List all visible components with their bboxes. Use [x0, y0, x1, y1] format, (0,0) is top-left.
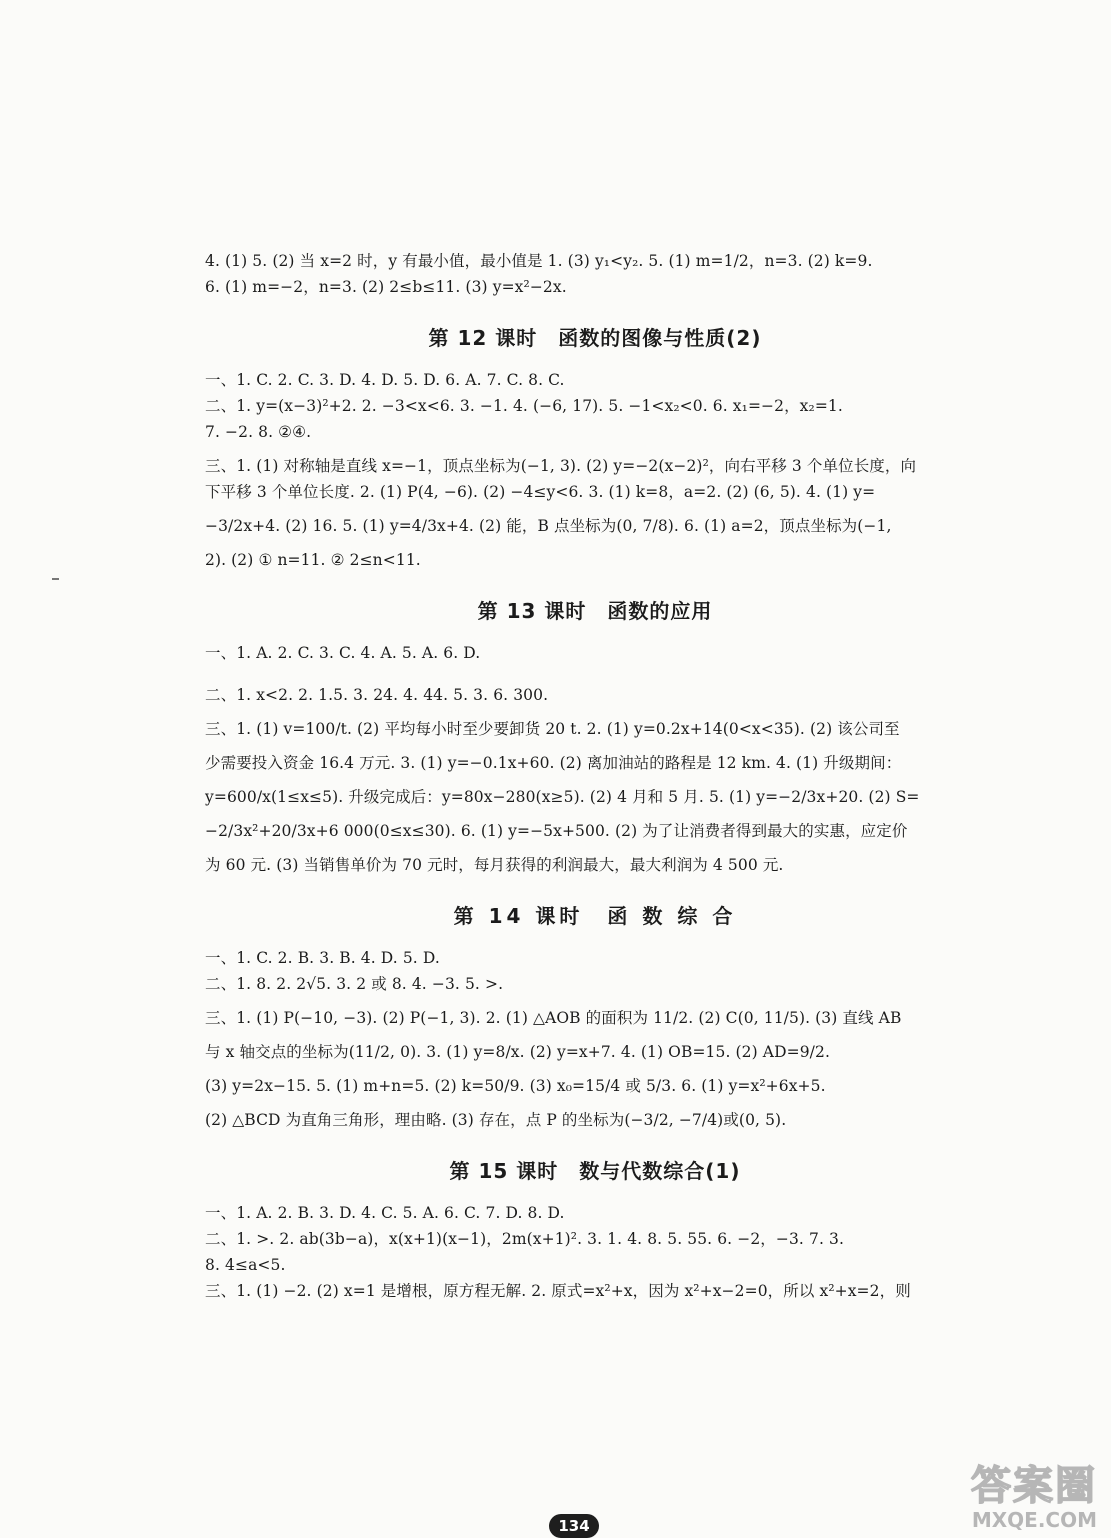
answer-line: 少需要投入资金 16.4 万元. 3. (1) y=−0.1x+60. (2) 离加油站的路程是 12 km. 4. (1) 升级期间： — [205, 754, 902, 772]
page-number: 134 — [549, 1514, 599, 1538]
answer-line: 2). (2) ① n=11. ② 2≤n<11. — [205, 551, 421, 569]
section-title-12: 第 12 课时 函数的图像与性质(2) — [428, 326, 762, 350]
answer-line: 8. 4≤a<5. — [205, 1256, 286, 1274]
answer-line: 4. (1) 5. (2) 当 x=2 时，y 有最小值，最小值是 1. (3) y₁<y₂. 5. (1) m=1/2，n=3. (2) k=9. — [205, 252, 873, 270]
answer-line: (2) △BCD 为直角三角形，理由略. (3) 存在，点 P 的坐标为(−3/2, −7/4)或(0, 5). — [205, 1111, 787, 1129]
answer-line: 一、1. C. 2. B. 3. B. 4. D. 5. D. — [205, 949, 440, 967]
answer-line: 三、1. (1) 对称轴是直线 x=−1，顶点坐标为(−1, 3). (2) y=−2(x−2)²，向右平移 3 个单位长度，向 — [205, 457, 917, 475]
answer-line: 一、1. C. 2. C. 3. D. 4. D. 5. D. 6. A. 7. C. 8. C. — [205, 371, 565, 389]
answer-line: 一、1. A. 2. B. 3. D. 4. C. 5. A. 6. C. 7. D. 8. D. — [205, 1204, 565, 1222]
answer-line: y=600/x(1≤x≤5). 升级完成后：y=80x−280(x≥5). (2) 4 月和 5 月. 5. (1) y=−2/3x+20. (2) S= — [205, 788, 920, 806]
answer-line: −3/2x+4. (2) 16. 5. (1) y=4/3x+4. (2) 能，B 点坐标为(0, 7/8). 6. (1) a=2，顶点坐标为(−1, — [205, 517, 892, 535]
section-title-13: 第 13 课时 函数的应用 — [477, 599, 713, 623]
section-title-15: 第 15 课时 数与代数综合(1) — [449, 1159, 741, 1183]
answer-line: 三、1. (1) v=100/t. (2) 平均每小时至少要卸货 20 t. 2. (1) y=0.2x+14(0<x<35). (2) 该公司至 — [205, 720, 900, 738]
answer-line: 为 60 元. (3) 当销售单价为 70 元时，每月获得的利润最大，最大利润为 4 500 元. — [205, 856, 784, 874]
answer-line: 三、1. (1) −2. (2) x=1 是增根，原方程无解. 2. 原式=x²+x，因为 x²+x−2=0，所以 x²+x=2，则 — [205, 1282, 911, 1300]
answer-content — [205, 248, 985, 1304]
answer-line: 与 x 轴交点的坐标为(11/2, 0). 3. (1) y=8/x. (2) y=x+7. 4. (1) OB=15. (2) AD=9/2. — [205, 1043, 830, 1061]
answer-line: (3) y=2x−15. 5. (1) m+n=5. (2) k=50/9. (3) x₀=15/4 或 5/3. 6. (1) y=x²+6x+5. — [205, 1077, 826, 1095]
answer-line: 7. −2. 8. ②④. — [205, 423, 312, 441]
section-title-14: 第 14 课时 函 数 综 合 — [453, 904, 737, 928]
answer-line: 二、1. x<2. 2. 1.5. 3. 24. 4. 44. 5. 3. 6. 300. — [205, 686, 549, 704]
answer-line: −2/3x²+20/3x+6 000(0≤x≤30). 6. (1) y=−5x+500. (2) 为了让消费者得到最大的实惠，应定价 — [205, 822, 908, 840]
answer-line: 二、1. 8. 2. 2√5. 3. 2 或 8. 4. −3. 5. >. — [205, 975, 504, 993]
answer-line: 二、1. >. 2. ab(3b−a)，x(x+1)(x−1)，2m(x+1)². 3. 1. 4. 8. 5. 55. 6. −2，−3. 7. 3. — [205, 1230, 844, 1248]
answer-line: 一、1. A. 2. C. 3. C. 4. A. 5. A. 6. D. — [205, 644, 481, 662]
answer-line: 下平移 3 个单位长度. 2. (1) P(4, −6). (2) −4≤y<6. 3. (1) k=8，a=2. (2) (6, 5). 4. (1) y= — [205, 483, 876, 501]
scan-speck — [52, 578, 59, 580]
watermark-text: 答案圈 — [971, 1463, 1097, 1509]
answer-line: 二、1. y=(x−3)²+2. 2. −3<x<6. 3. −1. 4. (−6, 17). 5. −1<x₂<0. 6. x₁=−2，x₂=1. — [205, 397, 843, 415]
answer-line: 三、1. (1) P(−10, −3). (2) P(−1, 3). 2. (1) △AOB 的面积为 11/2. (2) C(0, 11/5). (3) 直线 AB — [205, 1009, 902, 1027]
watermark-logo — [907, 1454, 1097, 1532]
answer-line: 6. (1) m=−2，n=3. (2) 2≤b≤11. (3) y=x²−2x. — [205, 278, 567, 296]
watermark-url: MXQE.COM — [971, 1508, 1097, 1532]
